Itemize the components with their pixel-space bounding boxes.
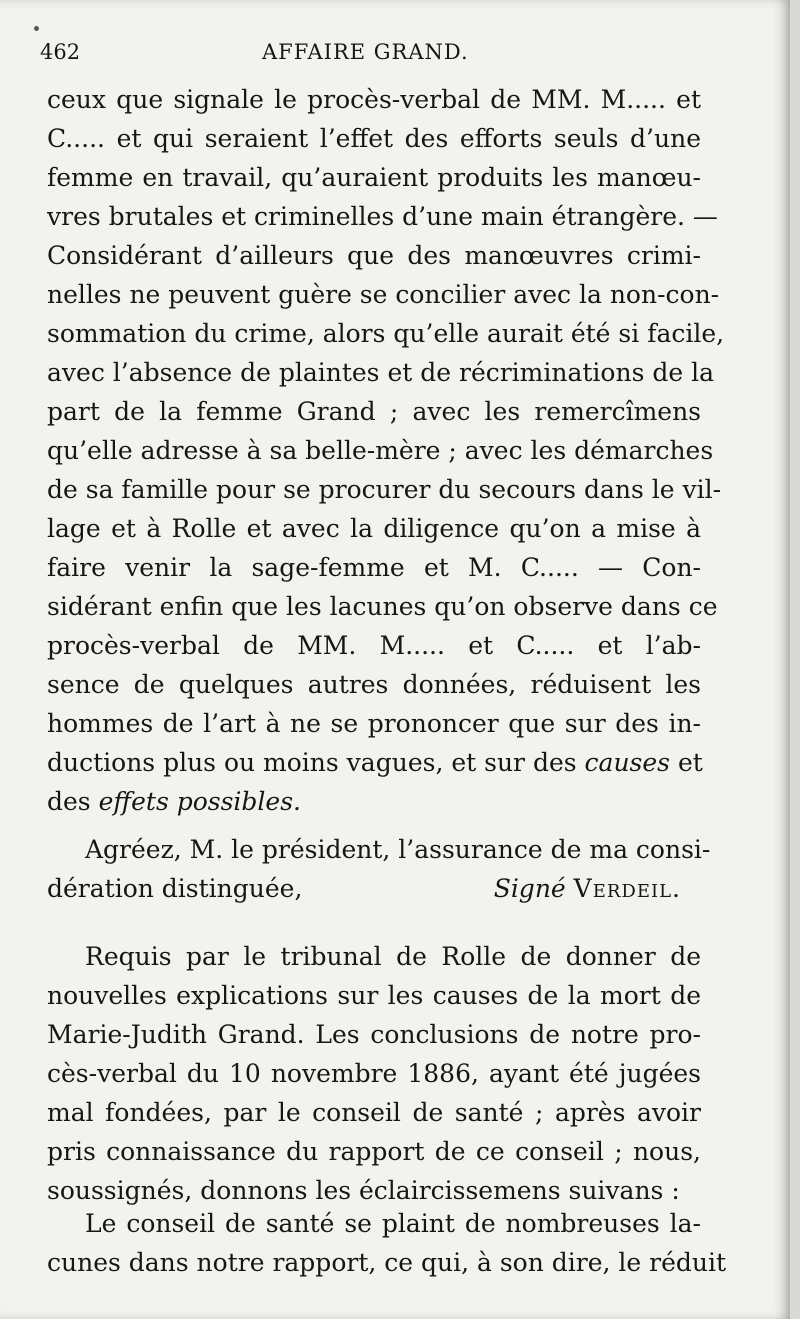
text-line: nelles ne peuvent guère se concilier avec la non-con- (47, 280, 720, 309)
text-line: ceux que signale le procès-verbal de MM. M..... et (47, 85, 701, 114)
signature-line (47, 869, 701, 908)
page-header (0, 40, 790, 70)
text-line: de sa famille pour se procurer du secours dans le vil- (47, 475, 722, 504)
text-line: Considérant d’ailleurs que des manœuvres crimi- (47, 241, 701, 270)
closing-salutation (47, 830, 711, 908)
text-line: soussignés, donnons les éclaircissemens suivans : (47, 1176, 680, 1205)
signer-name: Verdeil. (573, 874, 681, 903)
signe-word: Signé (493, 874, 566, 903)
text-span: et (677, 748, 703, 777)
text-line: C..... et qui seraient l’effet des efforts seuls d’une (47, 124, 701, 153)
signature (494, 869, 681, 908)
text-line: faire venir la sage-femme et M. C..... — Con- (47, 553, 701, 582)
text-line: pris connaissance du rapport de ce conseil ; nous, (47, 1137, 701, 1166)
text-line: sidérant enfin que les lacunes qu’on observe dans ce (47, 592, 718, 621)
text-line: sence de quelques autres données, réduisent les (47, 670, 701, 699)
text-span: des (47, 787, 91, 816)
text-line: procès-verbal de MM. M..... et C..... et l’ab- (47, 631, 701, 660)
text-line: qu’elle adresse à sa belle-mère ; avec les démarches (47, 436, 714, 465)
text-line: sommation du crime, alors qu’elle aurait été si facile, (47, 319, 725, 348)
text-line: avec l’absence de plaintes et de récriminations de la (47, 358, 715, 387)
paragraph-requis (47, 937, 701, 1210)
text-line: Requis par le tribunal de Rolle de donner de (85, 942, 701, 971)
text-line: vres brutales et criminelles d’une main étrangère. — (47, 202, 718, 231)
italic-word: causes (584, 748, 670, 777)
text-line: part de la femme Grand ; avec les remercîmens (47, 397, 701, 426)
text-span: ductions plus ou moins vagues, et sur des (47, 748, 577, 777)
text-line (47, 743, 701, 782)
text-line: mal fondées, par le conseil de santé ; après avoir (47, 1098, 701, 1127)
text-line: Agréez, M. le président, l’assurance de ma consi- (85, 835, 711, 864)
paragraph-conseil (47, 1204, 727, 1282)
text-line: Marie-Judith Grand. Les conclusions de notre pro- (47, 1020, 701, 1049)
text-line (47, 782, 701, 821)
text-line: cès-verbal du 10 novembre 1886, ayant été jugées (47, 1059, 701, 1088)
text-line: lage et à Rolle et avec la diligence qu’on a mise à (47, 514, 701, 543)
text-line: nouvelles explications sur les causes de la mort de (47, 981, 701, 1010)
ink-speck (34, 26, 39, 31)
text-line: cunes dans notre rapport, ce qui, à son dire, le réduit (47, 1248, 727, 1277)
running-title: AFFAIRE GRAND. (262, 40, 469, 64)
italic-word: effets possibles. (98, 787, 301, 816)
paragraph-considerant (47, 80, 725, 821)
text-span: dération distinguée, (47, 874, 303, 903)
text-line: femme en travail, qu’auraient produits les manœu- (47, 163, 701, 192)
page-number: 462 (40, 40, 81, 64)
text-line: hommes de l’art à ne se prononcer que sur des in- (47, 709, 701, 738)
text-line: Le conseil de santé se plaint de nombreuses la- (85, 1209, 701, 1238)
